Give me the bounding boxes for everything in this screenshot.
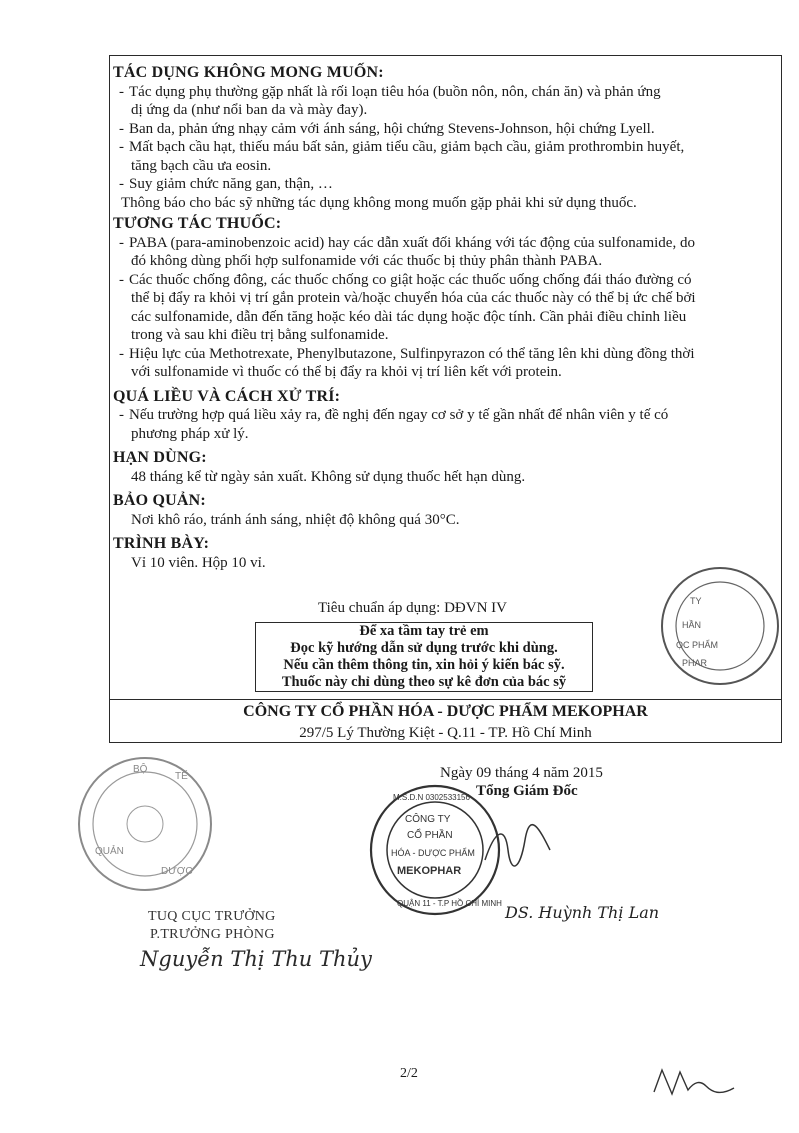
storage-text: Nơi khô ráo, tránh ánh sáng, nhiệt độ không quá 30°C. xyxy=(131,511,460,528)
svg-text:CỔ PHẦN: CỔ PHẦN xyxy=(407,830,453,841)
expiry-heading: HẠN DÙNG: xyxy=(113,449,207,466)
presentation-text: Vỉ 10 viên. Hộp 10 vỉ. xyxy=(131,554,266,571)
interaction-item-cont: thể bị đẩy ra khỏi vị trí gắn protein và/hoặc chuyển hóa của các thuốc này có thể bị ức chế bởi xyxy=(131,290,696,306)
warning-box xyxy=(255,622,593,692)
warning-line: Thuốc này chỉ dùng theo sự kê đơn của bác sỹ xyxy=(281,674,567,690)
interaction-item-cont: trong và sau khi điều trị bằng sulfonamide. xyxy=(131,327,389,343)
interaction-item: - Các thuốc chống đông, các thuốc chống co giật hoặc các thuốc uống chống đái tháo đường có xyxy=(119,271,692,288)
warning-line: Nếu cần thêm thông tin, xin hỏi ý kiến bác sỹ. xyxy=(283,657,565,673)
company-name: CÔNG TY CỔ PHẦN HÓA - DƯỢC PHẨM MEKOPHAR xyxy=(243,703,648,720)
svg-text:MEKOPHAR: MEKOPHAR xyxy=(397,865,462,877)
director-title: Tổng Giám Đốc xyxy=(476,783,578,799)
company-stamp-corner xyxy=(660,556,740,696)
side-effects-heading: TÁC DỤNG KHÔNG MONG MUỐN: xyxy=(113,64,384,81)
svg-text:QUẢN: QUẢN xyxy=(95,846,124,857)
company-address: 297/5 Lý Thường Kiệt - Q.11 - TP. Hồ Chí Minh xyxy=(299,725,592,741)
ministry-title-2: P.TRƯỞNG PHÒNG xyxy=(150,927,275,942)
svg-text:BỘ: BỘ xyxy=(133,764,148,775)
interaction-item-cont: các sulfonamide, dẫn đến tăng hoặc kéo dài tác dụng hoặc độc tính. Cần phải điều chỉnh liều xyxy=(131,308,687,325)
side-effect-item: - Ban da, phản ứng nhạy cảm với ánh sáng, hội chứng Stevens-Johnson, hội chứng Lyell. xyxy=(119,120,655,137)
side-effect-item-cont: dị ứng da (như nổi ban da và mày đay). xyxy=(131,102,368,118)
interaction-item: - Hiệu lực của Methotrexate, Phenylbutazone, Sulfinpyrazon có thể tăng lên khi dùng đồng thời xyxy=(119,345,695,362)
side-effect-item: - Tác dụng phụ thường gặp nhất là rối loạn tiêu hóa (buồn nôn, nôn, chán ăn) và phản ứng xyxy=(119,83,661,100)
side-effects-note: Thông báo cho bác sỹ những tác dụng không mong muốn gặp phải khi sử dụng thuốc. xyxy=(121,194,637,211)
presentation-heading: TRÌNH BÀY: xyxy=(113,535,210,552)
side-effect-item: - Suy giảm chức năng gan, thận, … xyxy=(119,176,333,192)
svg-text:TẾ: TẾ xyxy=(175,771,188,782)
expiry-text: 48 tháng kể từ ngày sản xuất. Không sử dụng thuốc hết hạn dùng. xyxy=(131,468,526,485)
divider xyxy=(109,699,782,700)
svg-text:PHAR: PHAR xyxy=(682,658,708,668)
storage-heading: BẢO QUẢN: xyxy=(113,492,206,509)
interaction-item-cont: đó không dùng phối hợp sulfonamide với các thuốc bị thủy phân thành PABA. xyxy=(131,253,603,269)
interaction-item-cont: với sulfonamide vì thuốc có thể bị đẩy ra khỏi vị trí liên kết với protein. xyxy=(131,364,562,380)
signer-name: DS. Huỳnh Thị Lan xyxy=(505,903,660,922)
sign-date: Ngày 09 tháng 4 năm 2015 xyxy=(440,765,603,781)
svg-text:QUẬN 11 - T.P HỒ CHÍ MINH: QUẬN 11 - T.P HỒ CHÍ MINH xyxy=(397,899,502,908)
interaction-item: - PABA (para-aminobenzoic acid) hay các dẫn xuất đối kháng với tác động của sulfonamide, do xyxy=(119,234,695,251)
director-signature xyxy=(480,820,560,880)
overdose-item-cont: phương pháp xử lý. xyxy=(131,425,249,442)
side-effect-item-cont: tăng bạch cầu ưa eosin. xyxy=(131,157,272,174)
side-effect-item: - Mất bạch cầu hạt, thiếu máu bất sản, giảm tiểu cầu, giảm bạch cầu, giảm prothrombin huyết, xyxy=(119,139,685,155)
svg-text:TY: TY xyxy=(690,596,702,606)
warning-line: Để xa tầm tay trẻ em xyxy=(359,623,489,639)
overdose-item: - Nếu trường hợp quá liều xảy ra, đề nghị đến ngay cơ sở y tế gần nhất để nhân viên y tế có xyxy=(119,407,669,423)
applied-standard: Tiêu chuẩn áp dụng: DĐVN IV xyxy=(318,600,508,616)
overdose-heading: QUÁ LIỀU VÀ CÁCH XỬ TRÍ: xyxy=(113,387,341,405)
initials-mark xyxy=(650,1062,740,1102)
page-number: 2/2 xyxy=(400,1066,418,1081)
svg-text:HẦN: HẦN xyxy=(682,620,702,630)
leaflet-body xyxy=(113,64,755,572)
svg-text:M.S.D.N 0302533156: M.S.D.N 0302533156 xyxy=(393,793,470,802)
officer-signature-name: Nguyễn Thị Thu Thủy xyxy=(140,947,372,971)
warning-line: Đọc kỹ hướng dẫn sử dụng trước khi dùng. xyxy=(290,640,558,656)
svg-text:ỌC PHẨM: ỌC PHẨM xyxy=(676,640,719,650)
svg-text:HÓA - DƯỢC PHẨM: HÓA - DƯỢC PHẨM xyxy=(391,848,475,858)
ministry-stamp xyxy=(75,744,215,904)
ministry-title-1: TUQ CỤC TRƯỞNG xyxy=(148,909,276,924)
svg-text:DƯỢC: DƯỢC xyxy=(161,866,193,877)
interactions-heading: TƯƠNG TÁC THUỐC: xyxy=(113,215,282,232)
svg-text:CÔNG TY: CÔNG TY xyxy=(405,814,451,825)
